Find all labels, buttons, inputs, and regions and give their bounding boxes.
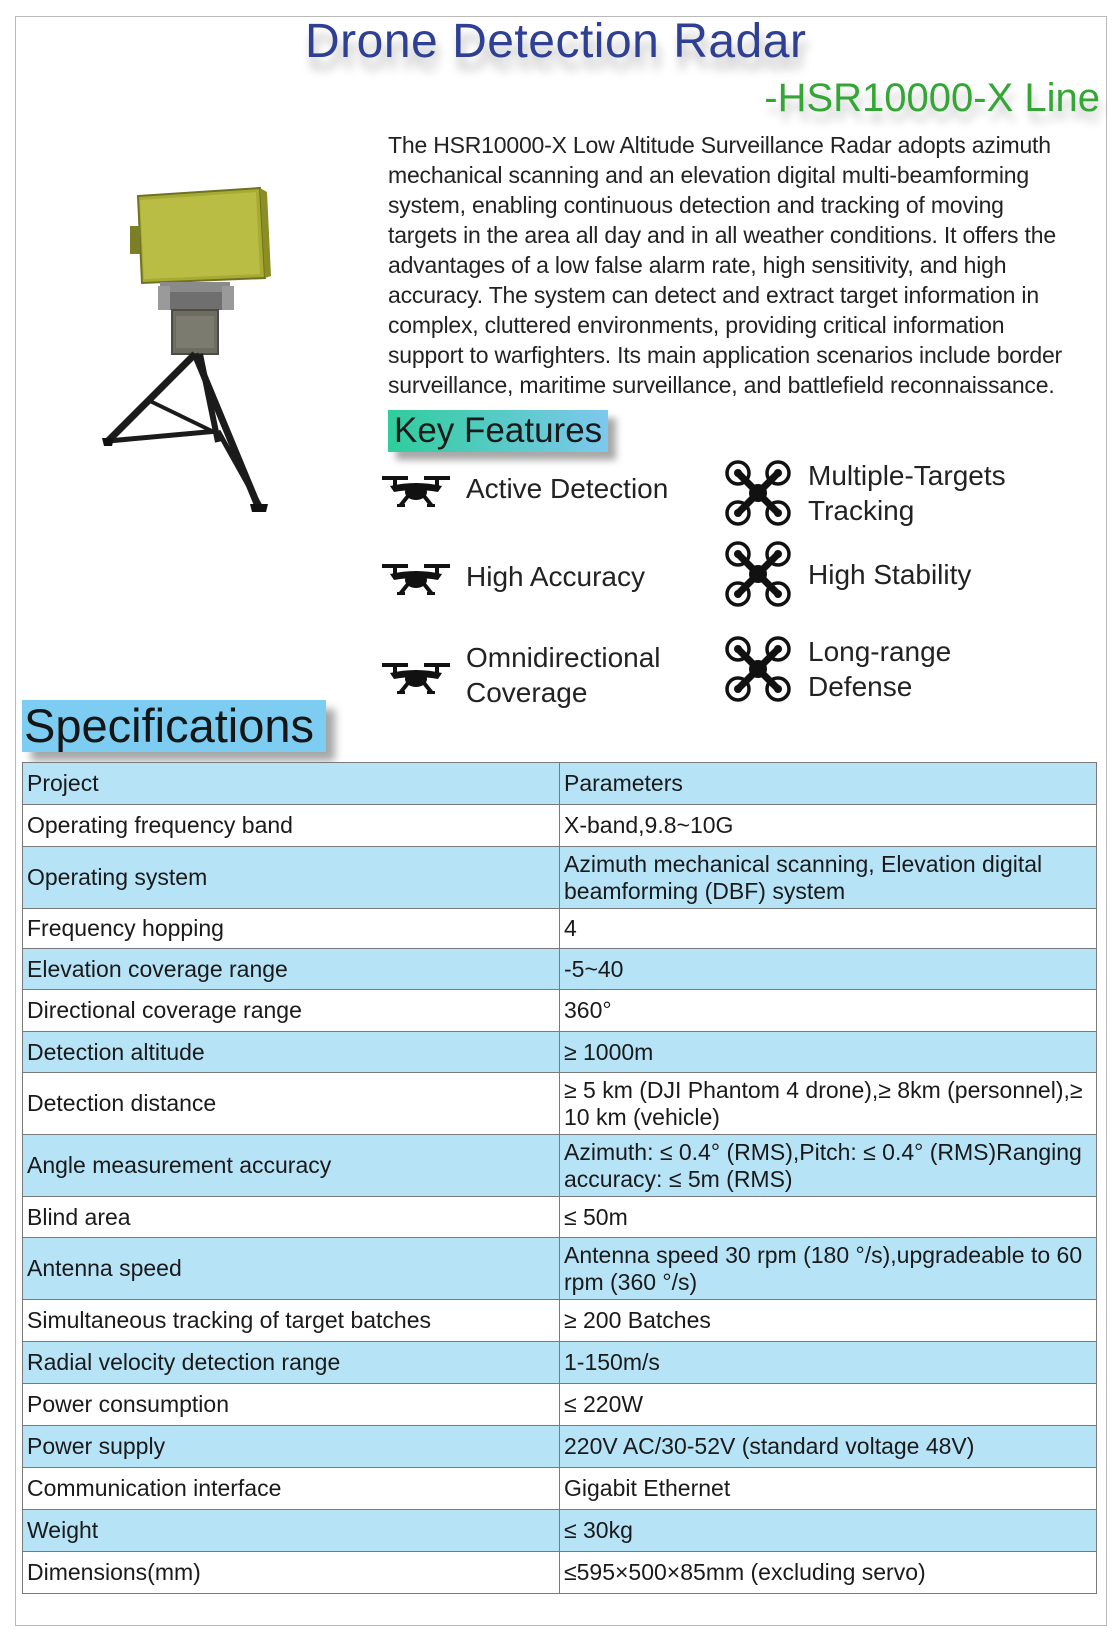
parameter-cell: Gigabit Ethernet — [560, 1468, 1097, 1510]
parameter-cell: 220V AC/30-52V (standard voltage 48V) — [560, 1426, 1097, 1468]
feature-label: Omnidirectional Coverage — [466, 642, 661, 708]
project-cell: Radial velocity detection range — [23, 1342, 560, 1384]
parameter-cell: ≥ 200 Batches — [560, 1300, 1097, 1342]
table-row — [23, 1135, 1097, 1197]
feature-long-range-defense — [720, 634, 968, 704]
feature-label: Long-range Defense — [808, 636, 952, 702]
project-cell: Dimensions(mm) — [23, 1552, 560, 1594]
parameter-cell: Antenna speed 30 rpm (180 °/s),upgradeable to 60 rpm (360 °/s) — [560, 1238, 1097, 1300]
project-cell: Detection altitude — [23, 1032, 560, 1073]
parameter-cell: ≤595×500×85mm (excluding servo) — [560, 1552, 1097, 1594]
table-header-cell: Project — [23, 763, 560, 805]
project-cell: Weight — [23, 1510, 560, 1552]
feature-multiple-targets-tracking — [720, 458, 1038, 528]
table-row — [23, 990, 1097, 1032]
parameter-cell: ≥ 1000m — [560, 1032, 1097, 1073]
quadcopter-icon — [720, 459, 796, 527]
table-row — [23, 1238, 1097, 1300]
parameter-cell: ≥ 5 km (DJI Phantom 4 drone),≥ 8km (personnel),≥ 10 km (vehicle) — [560, 1073, 1097, 1135]
project-cell: Operating frequency band — [23, 805, 560, 847]
table-row — [23, 1468, 1097, 1510]
project-cell: Operating system — [23, 847, 560, 909]
parameter-cell: ≤ 50m — [560, 1197, 1097, 1238]
quadcopter-icon — [720, 635, 796, 703]
project-cell: Frequency hopping — [23, 909, 560, 949]
table-row — [23, 1342, 1097, 1384]
specifications-table — [22, 762, 1097, 1594]
radar-product-image — [100, 186, 290, 531]
parameter-cell: ≤ 30kg — [560, 1510, 1097, 1552]
project-cell: Elevation coverage range — [23, 949, 560, 990]
table-row — [23, 847, 1097, 909]
parameter-cell: 1-150m/s — [560, 1342, 1097, 1384]
product-line-subtitle: -HSR10000-X Line — [764, 76, 1100, 120]
parameter-cell: -5~40 — [560, 949, 1097, 990]
feature-label: Active Detection — [466, 472, 669, 504]
table-row — [23, 1426, 1097, 1468]
feature-label: High Stability — [808, 558, 972, 590]
drone-side-icon — [378, 655, 454, 695]
project-cell: Angle measurement accuracy — [23, 1135, 560, 1197]
feature-active-detection — [378, 468, 668, 508]
project-cell: Detection distance — [23, 1073, 560, 1135]
feature-label: High Accuracy — [466, 560, 645, 592]
project-cell: Blind area — [23, 1197, 560, 1238]
drone-side-icon — [378, 468, 454, 508]
project-cell: Power supply — [23, 1426, 560, 1468]
table-row — [23, 949, 1097, 990]
parameter-cell: Azimuth: ≤ 0.4° (RMS),Pitch: ≤ 0.4° (RMS)Ranging accuracy: ≤ 5m (RMS) — [560, 1135, 1097, 1197]
parameter-cell: 360° — [560, 990, 1097, 1032]
specifications-heading: Specifications — [22, 700, 326, 752]
drone-side-icon — [378, 556, 454, 596]
table-row — [23, 1510, 1097, 1552]
parameter-cell: Azimuth mechanical scanning, Elevation digital beamforming (DBF) system — [560, 847, 1097, 909]
parameter-cell: X-band,9.8~10G — [560, 805, 1097, 847]
project-cell: Power consumption — [23, 1384, 560, 1426]
table-row — [23, 1300, 1097, 1342]
table-header-row — [23, 763, 1097, 805]
key-features-heading: Key Features — [388, 410, 608, 452]
table-row — [23, 1552, 1097, 1594]
table-row — [23, 909, 1097, 949]
feature-omnidirectional-coverage — [378, 640, 686, 710]
project-cell: Simultaneous tracking of target batches — [23, 1300, 560, 1342]
parameter-cell: 4 — [560, 909, 1097, 949]
feature-high-stability — [720, 540, 971, 608]
parameter-cell: ≤ 220W — [560, 1384, 1097, 1426]
feature-high-accuracy — [378, 556, 645, 596]
quadcopter-icon — [720, 540, 796, 608]
table-row — [23, 1197, 1097, 1238]
product-description: The HSR10000-X Low Altitude Surveillance Radar adopts azimuth mechanical scanning and an elevation digital multi-beamforming system, enabling continuous detection and tracking of moving targets in the area all day and in all weather conditions. It offers the advantages of a low false alarm rate, high sensitivity, and high accuracy. The system can detect and extract target information in complex, cluttered environments, providing critical information support to warfighters. Its main application scenarios include border surveillance, maritime surveillance, and battlefield reconnaissance. — [388, 132, 1062, 398]
table-row — [23, 1073, 1097, 1135]
table-row — [23, 805, 1097, 847]
table-header-cell: Parameters — [560, 763, 1097, 805]
table-row — [23, 1032, 1097, 1073]
project-cell: Directional coverage range — [23, 990, 560, 1032]
project-cell: Communication interface — [23, 1468, 560, 1510]
project-cell: Antenna speed — [23, 1238, 560, 1300]
table-row — [23, 1384, 1097, 1426]
feature-label: Multiple-Targets Tracking — [808, 460, 1006, 526]
page-title: Drone Detection Radar — [305, 15, 807, 68]
